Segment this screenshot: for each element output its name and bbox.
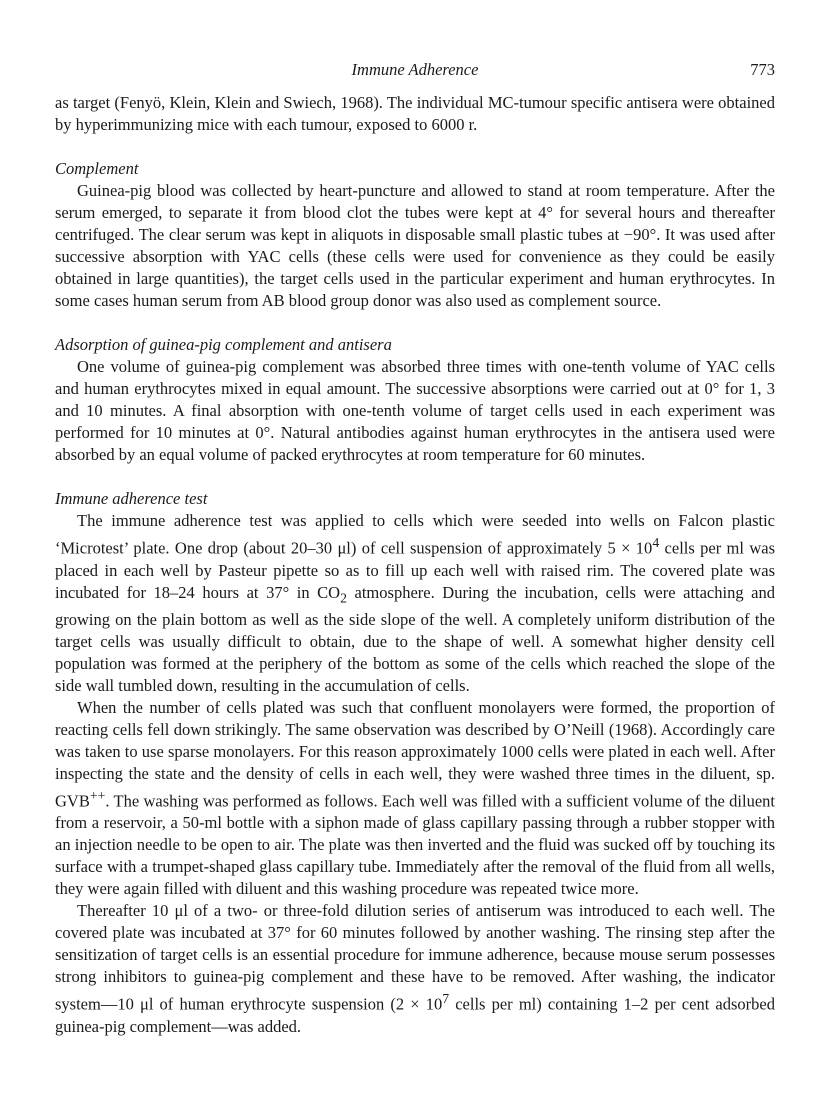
text-run: The immune adherence test was applied to cells which were seeded into wells on Falcon plastic ‘Microtest’ plate. One drop (about 20–30 μl) of cell suspension of approximately 5 × 10 bbox=[55, 511, 775, 558]
text-run: When the number of cells plated was such that confluent monolayers were formed, the proportion of reacting cells fell down strikingly. The same observation was described by O’Neill (1968). Accordingly care was taken to use sparse monolayers. For this reason approximately 1000 cells were plated in each well. After inspecting the state and the density of cells in each well, they were washed three times in the diluent, sp. GVB bbox=[55, 697, 775, 811]
adsorption-paragraph: One volume of guinea-pig complement was absorbed three times with one-tenth volume of YAC cells and human erythrocytes mixed in equal amount. The successive absorptions were carried out at 0° for 1, 3 and 10 minutes. A final absorption with one-tenth volume of target cells used in each experiment was performed for 10 minutes at 0°. Natural antibodies against human erythrocytes in the antisera used were absorbed by an equal volume of packed erythrocytes at room temperature for 60 minutes. bbox=[55, 357, 775, 464]
running-title: Immune Adherence bbox=[351, 60, 479, 79]
page-number: 773 bbox=[750, 60, 775, 79]
text-run: atmosphere. During the incubation, cells were attaching and growing on the plain bottom as well as the side slope of the well. A completely uniform distribution of the target cells was usually difficult to obtain, due to the shape of well. A somewhat higher density cell population was formed at the periphery of the bottom as some of the cells which reached the slope of the side wall tumbled down, resulting in the accumulation of cells. bbox=[55, 582, 775, 695]
immune-adherence-paragraph-2 bbox=[55, 697, 775, 901]
superscript: 7 bbox=[442, 991, 450, 1007]
complement-paragraph: Guinea-pig blood was collected by heart-puncture and allowed to stand at room temperature. After the serum emerged, to separate it from blood clot the tubes were kept at 4° for several hours and thereafter centrifuged. The clear serum was kept in aliquots in disposable small plastic tubes at −90°. It was used after successive absorption with YAC cells (these cells were used for convenience as they could be easily obtained in large quantities), the target cells used in the particular experiment and human erythrocytes. In some cases human serum from AB blood group donor was also used as complement source. bbox=[55, 181, 775, 310]
section-heading-immune-adherence: Immune adherence test bbox=[55, 489, 208, 508]
section-heading-adsorption: Adsorption of guinea-pig complement and antisera bbox=[55, 335, 392, 354]
section-heading-complement: Complement bbox=[55, 159, 139, 178]
text-run: Thereafter 10 μl of a two- or three-fold dilution series of antiserum was introduced to each well. The covered plate was incubated at 37° for 60 minutes followed by another washing. The rinsing step after the sensitization of target cells is an essential procedure for immune adherence, because mouse serum possesses strong inhibitors to guinea-pig complement and these have to be removed. After washing, the indicator system—10 μl of human erythrocyte suspension (2 × 10 bbox=[55, 901, 775, 1014]
text-run: . The washing was performed as follows. Each well was filled with a sufficient volume of the diluent from a reservoir, a 50-ml bottle with a siphon made of glass capillary passing through a rubber stopper with an injection needle to be open to air. The plate was then inverted and the fluid was sucked off by touching its surface with a trumpet-shaped glass capillary tube. Immediately after the removal of the fluid from all wells, they were again filled with diluent and this washing procedure was repeated twice more. bbox=[55, 791, 775, 899]
text-run: cells per ml was placed in each well by Pasteur pipette so as to fill up each well with raised rim. The covered plate was incubated for 18–24 hours at 37° in CO bbox=[55, 538, 775, 602]
immune-adherence-paragraph-3 bbox=[55, 900, 775, 1038]
page bbox=[55, 60, 775, 1038]
subscript: 2 bbox=[340, 589, 347, 605]
superscript: 4 bbox=[652, 535, 660, 550]
intro-paragraph: as target (Fenyö, Klein, Klein and Swiech, 1968). The individual MC-tumour specific antisera were obtained by hyperimmunizing mice with each tumour, exposed to 6000 r. bbox=[55, 93, 775, 134]
text-run: cells per ml) containing 1–2 per cent adsorbed guinea-pig complement—was added. bbox=[55, 994, 775, 1036]
running-head bbox=[55, 60, 775, 84]
immune-adherence-paragraph-1 bbox=[55, 510, 775, 697]
superscript: ++ bbox=[89, 787, 106, 803]
